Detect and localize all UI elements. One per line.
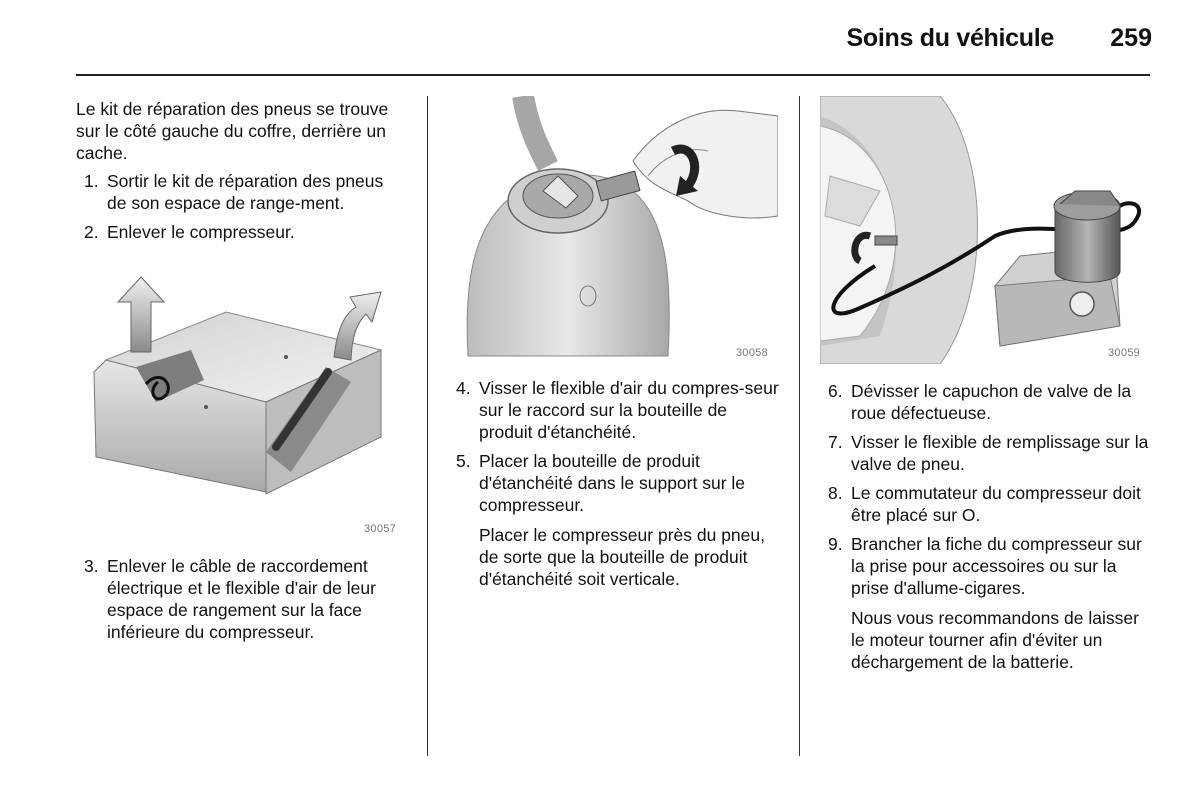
sealant-bottle-illustration	[448, 96, 778, 364]
figure-sealant-bottle	[448, 96, 778, 364]
steps-list-1b	[76, 555, 406, 643]
list-item	[820, 431, 1152, 475]
step-number: 8.	[828, 483, 843, 503]
column3-text	[820, 380, 1152, 680]
step-text: Visser le flexible d'air du compres-seur sur le raccord sur la bouteille de produit d'étanchéité.	[479, 378, 779, 442]
figure-code: 30059	[1108, 347, 1141, 359]
steps-list-3	[820, 380, 1152, 673]
step-number: 4.	[456, 378, 471, 398]
list-item	[76, 170, 406, 214]
list-item	[76, 221, 406, 243]
step-number: 6.	[828, 381, 843, 401]
column1-bottom-text	[76, 555, 406, 650]
column-divider-right	[799, 96, 800, 756]
step-number: 3.	[84, 556, 99, 576]
page-number: 259	[1110, 24, 1152, 52]
step-number: 1.	[84, 171, 99, 191]
step-text: Visser le flexible de remplissage sur la valve de pneu.	[851, 432, 1149, 474]
intro-paragraph: Le kit de réparation des pneus se trouve sur le côté gauche du coffre, derrière un cache.	[76, 99, 389, 163]
list-item	[448, 377, 780, 443]
header-divider	[76, 74, 1150, 76]
list-item	[820, 482, 1152, 526]
figure-compressor-box	[76, 272, 406, 540]
page-title: Soins du véhicule	[846, 24, 1054, 52]
list-item	[76, 555, 406, 643]
list-item	[820, 533, 1152, 673]
step-number: 2.	[84, 222, 99, 242]
step-text: Le commutateur du compresseur doit être placé sur O.	[851, 483, 1141, 525]
step-text: Sortir le kit de réparation des pneus de son espace de range-ment.	[107, 171, 384, 213]
list-item	[820, 380, 1152, 424]
step-text: Brancher la fiche du compresseur sur la prise pour accessoires ou sur la prise d'allume-cigares.	[851, 534, 1142, 598]
list-item	[448, 450, 780, 590]
figure-wheel-compressor	[820, 96, 1150, 364]
figure-code: 30057	[364, 523, 397, 535]
column1-top-text	[76, 98, 406, 250]
column2-text	[448, 377, 780, 597]
step-number: 7.	[828, 432, 843, 452]
step-note: Placer le compresseur près du pneu, de sorte que la bouteille de produit d'étanchéité soit verticale.	[479, 525, 765, 589]
steps-list-1	[76, 170, 406, 243]
step-text: Placer la bouteille de produit d'étanchéité dans le support sur le compresseur.	[479, 451, 746, 515]
wheel-compressor-illustration	[820, 96, 1150, 364]
step-text: Dévisser le capuchon de valve de la roue défectueuse.	[851, 381, 1132, 423]
step-text: Enlever le compresseur.	[107, 222, 295, 242]
steps-list-2	[448, 377, 780, 590]
compressor-box-illustration	[76, 272, 406, 540]
figure-code: 30058	[736, 347, 769, 359]
column-divider-left	[427, 96, 428, 756]
step-number: 5.	[456, 451, 471, 471]
step-text: Enlever le câble de raccordement électrique et le flexible d'air de leur espace de rangement sur la face inférieure du compresseur.	[107, 556, 376, 642]
step-note: Nous vous recommandons de laisser le moteur tourner afin d'éviter un déchargement de la batterie.	[851, 608, 1139, 672]
step-number: 9.	[828, 534, 843, 554]
